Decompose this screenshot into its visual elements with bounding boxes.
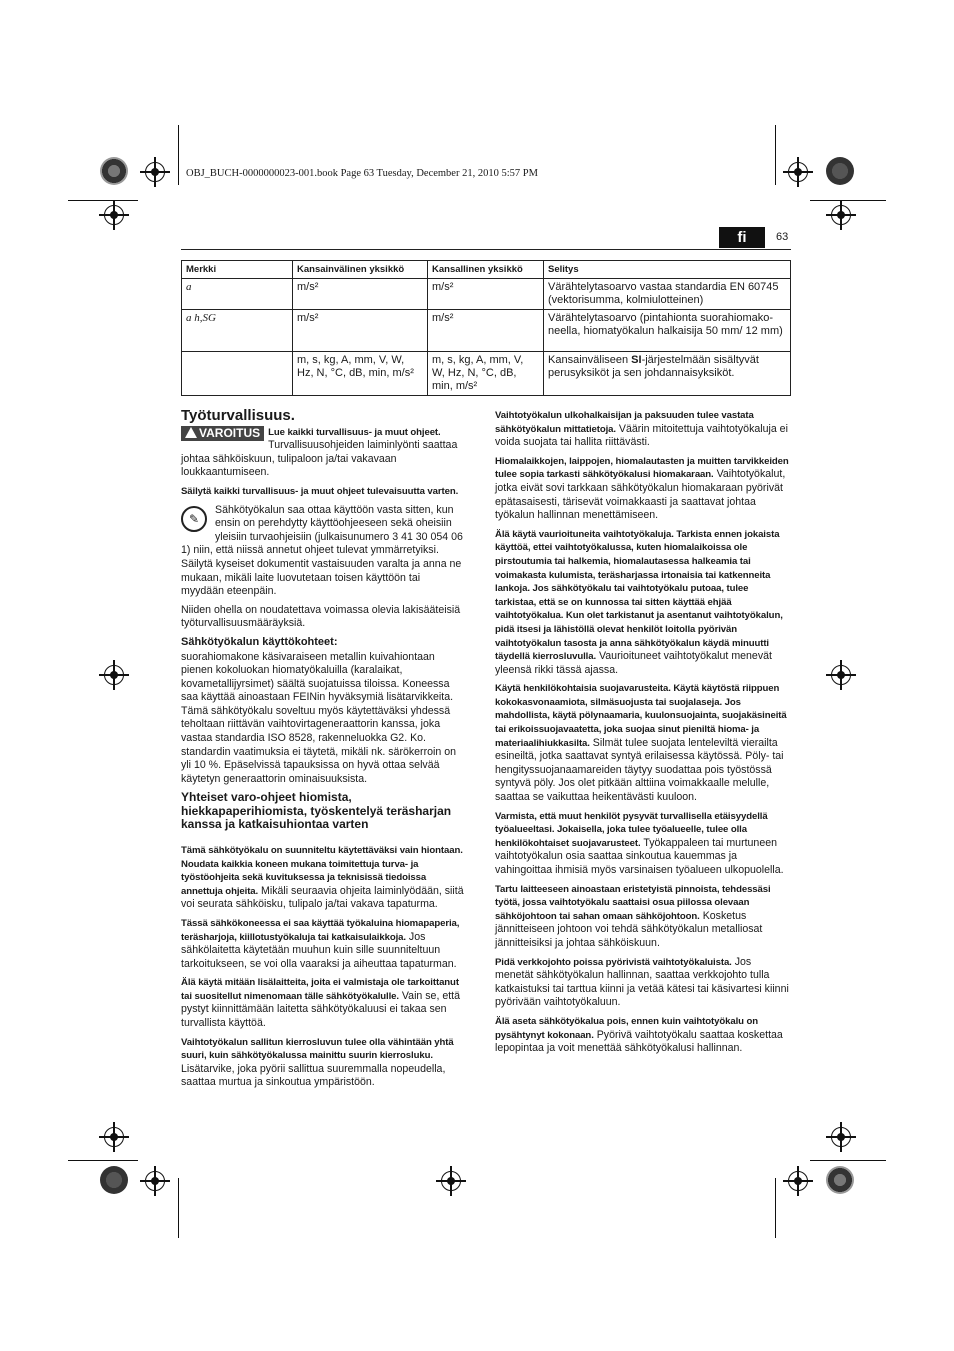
paragraph: Käytä henkilökohtaisia suojavarusteita. Käytä käytöstä riippuen kokokasvonaamiota, silmäsuojusta tai suojalaseja. Jos mahdollista, käytä pölynaamaria, kuulonsuojainta, suojakäsineitä tai erikoissuojavaatetta, joka suojaa sinut pieniltä hioma- ja materiaalihiukkasilta. Silmät tulee suojata lenteleviltä vierailta esineiltä, jotka saattavat syntyä erilaisessa käytössä. Pöly- tai hengityssuojanaamareiden täytyy suodattaa pois työstössä syntyvä pöly. Jos olet pitkään alttiina voimakkaalle melulle, saattaa se vaikuttaa heikentävästi kuuloon. xyxy=(495,683,787,804)
table-cell: Kansainväliseen SI-järjestelmään sisältyvät perusyksiköt ja sen johdannaisyksiköt. xyxy=(544,352,791,396)
table-cell-symbol: a h,SG xyxy=(182,310,293,352)
table-cell: Värähtelytasoarvo (pintahionta suorahiomako-neella, hiomatyökalun halkaisija 50 mm/ 12 mm) xyxy=(544,310,791,352)
registration-mark-icon xyxy=(104,665,124,685)
left-column xyxy=(181,409,464,1095)
color-bar-disc-icon xyxy=(826,157,854,185)
table-row xyxy=(182,310,791,352)
paragraph: suorahiomakone käsivaraiseen metallin kuivahiontaan pienen kokoluokan hiomatyökaluilla (karalaikat, kovametallijyrsimet) säältä suojatuissa tiloissa. Koneessa saa käyttää ainoastaan FEINin hyväksymiä lisätarvikkeita. xyxy=(181,650,454,704)
table-cell: m/s² xyxy=(428,279,544,310)
table-cell-symbol: a xyxy=(182,279,293,310)
paragraph: Älä käytä mitään lisälaitteita, joita ei valmistaja ole tarkoittanut tai suositellut nimenomaan tälle sähkötyökalulle. Vain se, että pystyt kiinnittämään laitetta sähkötyökaluusi ei takaa sen turvallista käyttöä. xyxy=(181,977,461,1030)
warning-paragraph: VAROITUS Lue kaikki turvallisuus- ja muut ohjeet. Turvallisuusohjeiden laiminlyönti saattaa johtaa sähköiskuun, tulipaloon ja/tai vakavaan loukkaantumiseen. xyxy=(181,425,458,479)
registration-mark-icon xyxy=(104,205,124,225)
registration-mark-icon xyxy=(788,162,808,182)
registration-mark-icon xyxy=(831,665,851,685)
paragraph: Vaihtotyökalun ulkohalkaisijan ja paksuuden tulee vastata sähkötyökalun mittatietoja. Väärin mitoitettuja vaihtotyökaluja ei voida suojata tai hallita riittävästi. xyxy=(495,410,788,449)
table-header: Selitys xyxy=(544,261,791,279)
paragraph: Älä käytä vaurioituneita vaihtotyökaluja. Tarkista ennen jokaista käyttöä, ettei vaihtotyökalussa, kuten hiomalaikoissa ole pirstoutumia tai halkemia, hiomalautasessa halkeamia tai voimakasta kulumista, teräsharjassa irtonaisia tai katkenneita lankoja. Jos sähkötyökalu tai vaihtotyökalu putoaa, tulee tarkistaa, että se on kunnossa tai sitten käyttää ehjää vaihtotyökalua. Kun olet tarkistanut ja asentanut vaihtotyökalun, pidä itsesi ja lähistöllä olevat henkilöt loitolla pyörivän vaihtotyökalun tasosta ja anna sähkötyökalun käydä minuutti täydellä kierrosluvulla. Vaurioituneet vaihtotyökalut menevät yleensä rikki tässä ajassa. xyxy=(495,528,783,676)
paragraph: Älä aseta sähkötyökalua pois, ennen kuin vaihtotyökalu on pysähtynyt kokonaan. Pyörivä vaihtotyökalu saattaa koskettaa lepopintaa ja voit menettää sähkötyökalusi hallinnan. xyxy=(495,1015,783,1055)
registration-mark-icon xyxy=(145,162,165,182)
color-bar-disc-icon xyxy=(826,1166,854,1194)
keep-instructions-note: Säilytä kaikki turvallisuus- ja muut ohjeet tulevaisuutta varten. xyxy=(181,485,459,497)
paragraph: Tässä sähkökoneessa ei saa käyttää työkaluina hiomapaperia, teräsharjoja, kiillotustyökaluja tai katkaisulaikkoja. Jos sähkölaitetta käytetään muuhun kuin sille suunniteltuun tarkoitukseen, se voi olla vaaraksi ja aiheuttaa tapaturman. xyxy=(181,917,460,970)
table-header: Kansainvälinen yksikkö xyxy=(293,261,428,279)
table-header-row xyxy=(182,261,791,279)
paragraph: Hiomalaikkojen, laippojen, hiomalautasten ja muitten tarvikkeiden tulee sopia tarkasti sähkötyökalusi hiomakaraan. Vaihtotyökalut, jotka eivät sovi tarkkaan sähkötyökalun hiomakaraan pyörivät epätasaisesti, tärisevät voimakkaasti ja saattavat johtaa työkalun hallinnan menettämiseen. xyxy=(495,455,789,522)
table-row xyxy=(182,352,791,396)
paragraph: Varmista, että muut henkilöt pysyvät turvallisella etäisyydellä työalueeltasi. Jokaisella, joka tulee työalueelle, tulee olla henkilökohtaiset suojavarusteet. Työkappaleen tai murtuneen vaihtotyökalun osia saattaa sinkoutua kauemmas ja vahingoittaa ihmisiä myös varsinaisen työalueen ulkopuolella. xyxy=(495,810,784,876)
file-info-header: OBJ_BUCH-0000000023-001.book Page 63 Tuesday, December 21, 2010 5:57 PM xyxy=(186,168,538,179)
book-icon: ✎ xyxy=(181,506,207,532)
registration-mark-icon xyxy=(104,1127,124,1147)
table-cell: m/s² xyxy=(293,279,428,310)
registration-mark-icon xyxy=(145,1171,165,1191)
registration-mark-icon xyxy=(831,1127,851,1147)
table-cell-symbol xyxy=(182,352,293,396)
table-cell: Värähtelytasoarvo vastaa standardia EN 60745 (vektorisumma, kolmiulotteinen) xyxy=(544,279,791,310)
paragraph: Vaihtotyökalun sallitun kierrosluvun tulee olla vähintään yhtä suuri, kuin sähkötyökalussa mainittu suurin kierrosluku. Lisätarvike, joka pyörii sallittua suuremmalla nopeudella, saattaa murtua ja sinkoutua ympäristöön. xyxy=(181,1036,454,1089)
table-row xyxy=(182,279,791,310)
paragraph: Tartu laitteeseen ainoastaan eristetyistä pinnoista, tehdessäsi työtä, jossa vaihtotyökalu saattaisi osua piilossa olevaan sähköjohtoon tai sahan omaan sähköjohtoon. Kosketus jännitteiseen johtoon voi tehdä sähkötyökalun metalliosat jännitteisiksi ja johtaa sähköiskuun. xyxy=(495,883,771,949)
color-bar-disc-icon xyxy=(100,1166,128,1194)
table-cell: m, s, kg, A, mm, V, W, Hz, N, °C, dB, min, m/s² xyxy=(293,352,428,396)
paragraph: Pidä verkkojohto poissa pyörivistä vaihtotyökaluista. Jos menetät sähkötyökalun hallinnan, saattaa verkkojohto tulla katkaistuksi tai tarttua kiinni ja vetää kätesi tai käsivartesi kiinni pyörivään vaihtotyökaluun. xyxy=(495,955,789,1009)
table-cell: m/s² xyxy=(428,310,544,352)
registration-mark-icon xyxy=(831,205,851,225)
section-title: Työturvallisuus. xyxy=(181,407,295,424)
section-heading: Sähkötyökalun käyttökohteet: xyxy=(181,635,338,648)
symbols-table xyxy=(181,260,791,396)
warning-badge: VAROITUS xyxy=(181,426,264,442)
paragraph: Tämä sähkötyökalu on suunniteltu käytettäväksi vain hiontaan. Noudata kaikkia koneen mukana toimitettuja turva- ja työstöohjeita sekä kuvituksessa ja teknisissä tiedoissa annettuja ohjeita. Mikäli seuraavia ohjeita laiminlyödään, siitä voi seurata sähköisku, tulipalo ja/tai vakava tapaturma. xyxy=(181,844,464,911)
registration-mark-icon xyxy=(788,1171,808,1191)
table-header: Merkki xyxy=(182,261,293,279)
paragraph: Tämä sähkötyökalu soveltuu myös käytettäväksi yhdessä teholtaan riittävän vaihtovirtageneraattorin kanssa, joka vastaa standardia ISO 8528, rakenneluokka G2. Ko. standardin vaatimuksia ei täytetä, mikäli nk. särökerroin on yli 10 %. Epäselvissä tapauksissa on hyvä ottaa selvää käytetyn generaattorin ominaisuuksista. xyxy=(181,704,456,785)
table-cell: m/s² xyxy=(293,310,428,352)
table-header: Kansallinen yksikkö xyxy=(428,261,544,279)
read-manual-paragraph: ✎ Sähkötyökalun saa ottaa käyttöön vasta sitten, kun ensin on perehdytty käyttöohjeeseen sekä oheisiin yleisiin turvaohjeisiin (julkaisunumero 3 41 30 054 06 1) niin, että niissä annetut ohjeet tulevat ymmärretyiksi. Säilytä kyseiset dokumentit vastaisuuden varalta ja anna ne mukaan, mikäli laite luovutetaan toisen käyttöön tai myydään eteenpäin. xyxy=(181,503,463,598)
paragraph: Niiden ohella on noudatettava voimassa olevia lakisääteisiä työturvallisuusmääräyksiä. xyxy=(181,603,461,630)
registration-mark-icon xyxy=(441,1171,461,1191)
right-column xyxy=(495,409,790,1061)
warning-triangle-icon xyxy=(185,427,197,438)
color-bar-disc-icon xyxy=(100,157,128,185)
section-heading: Yhteiset varo-ohjeet hiomista, hiekkapaperihiomista, työskentelyä teräsharjan kanssa ja katkaisuhiontaa varten xyxy=(181,790,452,832)
header-rule xyxy=(181,249,791,250)
page-number: 63 xyxy=(776,231,789,243)
table-cell: m, s, kg, A, mm, V, W, Hz, N, °C, dB, min, m/s² xyxy=(428,352,544,396)
language-tab: fi xyxy=(719,227,765,248)
